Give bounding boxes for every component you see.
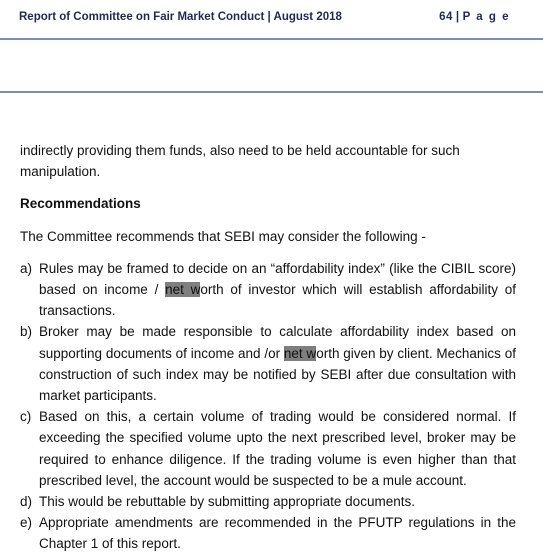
list-marker: e)	[20, 515, 33, 531]
list-item	[20, 512, 516, 554]
list-item	[20, 321, 516, 406]
running-header	[0, 0, 543, 40]
item-text: Appropriate amendments are recommended in the PFUTP regulations in the Chapter 1 of this report.	[39, 515, 516, 552]
item-text: This would be rebuttable by submitting appropriate documents.	[39, 494, 415, 510]
list-marker: a)	[20, 260, 33, 276]
page-separator: |	[455, 11, 460, 23]
recommendations-list	[20, 258, 516, 555]
list-item	[20, 491, 516, 512]
item-text-cont: orth of investor which will establish affordability of transactions.	[39, 282, 516, 319]
list-marker: b)	[20, 324, 33, 340]
list-marker: c)	[20, 409, 32, 425]
page-word	[463, 11, 510, 23]
list-item	[20, 406, 516, 491]
section-divider	[0, 91, 543, 93]
recommendations-heading: Recommendations	[20, 196, 141, 212]
list-marker: d)	[20, 494, 33, 510]
item-text-cont: orth given by client. Mechanics of construction of such index may be notified by SEBI after due consultation with market participants.	[39, 345, 516, 404]
highlighted-text: net w	[165, 282, 201, 298]
continuation-paragraph: indirectly providing them funds, also need to be held accountable for such manipulation.	[20, 143, 460, 180]
item-text: Rules may be framed to decide on an “affordability index” (like the CIBIL score) based on income /	[39, 260, 516, 298]
page-number: 64	[439, 11, 453, 23]
highlighted-text: net w	[283, 345, 317, 361]
intro-paragraph: The Committee recommends that SEBI may consider the following -	[20, 228, 426, 244]
body-text	[20, 140, 516, 555]
item-text: Broker may be made responsible to calculate affordability index based on supporting documents of income and /or	[39, 324, 516, 361]
report-title: Report of Committee on Fair Market Conduct | August 2018	[19, 11, 342, 23]
page-word-text: P a g e	[462, 11, 510, 23]
page-number-label	[439, 11, 510, 23]
list-item	[20, 258, 516, 322]
item-text: Based on this, a certain volume of trading would be considered normal. If exceeding the specified volume upto the next prescribed level, broker may be required to enhance diligence. If the trading volume is even higher than that prescribed level, the account would be suspected to be a mule account.	[39, 409, 516, 488]
